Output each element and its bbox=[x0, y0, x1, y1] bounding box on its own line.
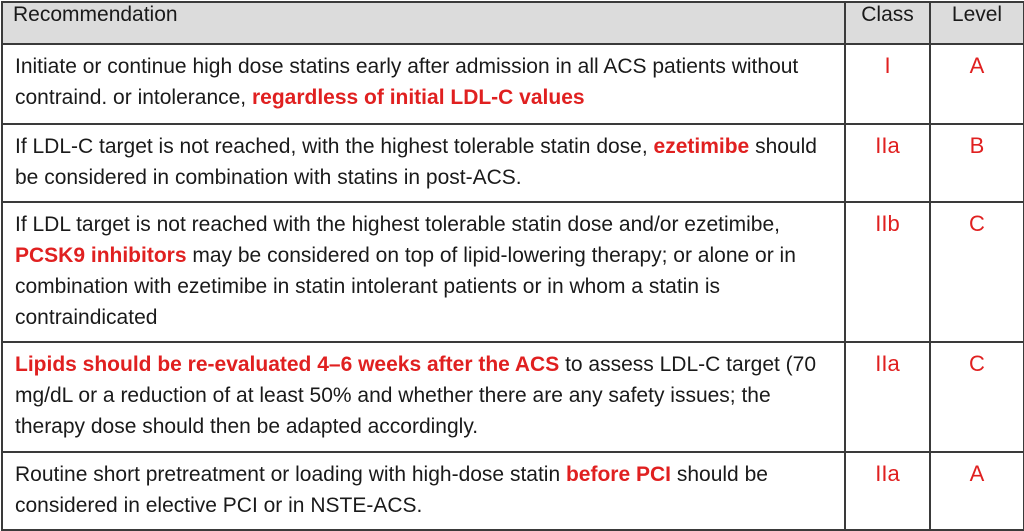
class-value: I bbox=[845, 44, 930, 124]
recommendation-table bbox=[1, 1, 1024, 531]
recommendation-text bbox=[2, 452, 845, 530]
text-segment: should be considered in elective PCI or in NSTE-ACS. bbox=[15, 463, 768, 517]
table-row bbox=[2, 202, 1024, 342]
header-class: Class bbox=[845, 2, 930, 44]
text-segment: may be considered on top of lipid-lowering therapy; or alone or in combination with ezetimibe in statin intolerant patients or in whom a statin is contraindicated bbox=[15, 244, 796, 329]
recommendation-text bbox=[2, 342, 845, 452]
text-segment: Initiate or continue high dose statins early after admission in all ACS patients without contraind. or intolerance, bbox=[15, 55, 799, 109]
highlighted-text: regardless of initial LDL-C values bbox=[251, 86, 585, 109]
header-recommendation: Recommendation bbox=[2, 2, 845, 44]
header-row bbox=[2, 2, 1024, 44]
level-value: A bbox=[930, 44, 1024, 124]
text-segment: If LDL-C target is not reached, with the highest tolerable statin dose, bbox=[15, 135, 654, 158]
table-row bbox=[2, 44, 1024, 124]
class-value: IIa bbox=[845, 124, 930, 202]
level-value: A bbox=[930, 452, 1024, 530]
highlighted-text: PCSK9 inhibitors bbox=[15, 244, 187, 267]
table-row bbox=[2, 452, 1024, 530]
header-level: Level bbox=[930, 2, 1024, 44]
text-segment: should be considered in combination with statins in post-ACS. bbox=[15, 135, 817, 189]
text-segment: If LDL target is not reached with the highest tolerable statin dose and/or ezetimibe, bbox=[15, 213, 781, 236]
level-value: B bbox=[930, 124, 1024, 202]
level-value: C bbox=[930, 202, 1024, 342]
highlighted-text: Lipids should be re-evaluated 4–6 weeks after the ACS bbox=[15, 353, 560, 376]
recommendation-text bbox=[2, 124, 845, 202]
table-row bbox=[2, 342, 1024, 452]
class-value: IIa bbox=[845, 452, 930, 530]
highlighted-text: before PCI bbox=[565, 463, 672, 486]
level-value: C bbox=[930, 342, 1024, 452]
text-segment: Routine short pretreatment or loading with high-dose statin bbox=[15, 463, 566, 486]
class-value: IIa bbox=[845, 342, 930, 452]
table-row bbox=[2, 124, 1024, 202]
class-value: IIb bbox=[845, 202, 930, 342]
highlighted-text: ezetimibe bbox=[653, 135, 750, 158]
recommendation-text bbox=[2, 44, 845, 124]
recommendation-text bbox=[2, 202, 845, 342]
text-segment: to assess LDL-C target (70 mg/dL or a reduction of at least 50% and whether there are any safety issues; the therapy dose should then be adapted accordingly. bbox=[15, 353, 817, 438]
